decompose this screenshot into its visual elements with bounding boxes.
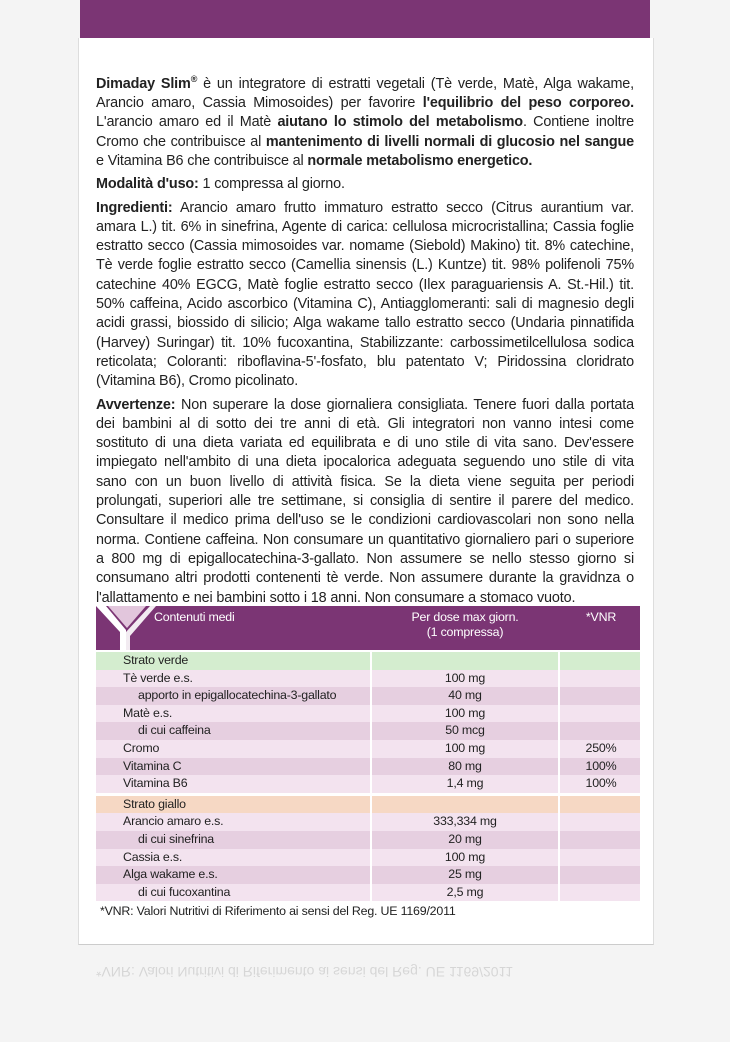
table-row — [96, 813, 640, 831]
intro-text-4: e Vitamina B6 che contribuisce al — [96, 152, 308, 169]
table-row — [96, 884, 640, 902]
header-dose — [372, 610, 558, 640]
column-divider — [558, 831, 560, 849]
warnings-text: Non superare la dose giornaliera consigliata. Tenere fuori dalla portata dei bambini al di sotto dei tre anni di età. Gli integratori non vanno intesi come sostituto di una dieta variata ed equilibrata e di uno stile di vita sano. Dev'essere impiegato nell'ambito di una dieta ipocalorica adeguata seguendo uno stile di vita sano con un buon livello di attività fisica. Se la dieta viene seguita per periodi prolungati, superiori alle tre settimane, si consiglia di sentire il parere del medico. Consultare il medico prima dell'uso se le condizioni cardiovascolari non sono nella norma. Contiene caffeina. Non consumare un quantitativo giornaliero pari o superiore a 800 mg di epigallocatechina-3-gallato. Non assumere se nello stesso giorno si consumano altri prodotti contenenti tè verde. Non assumere durante la gravidnza o l'allattamento e nei bambini sotto i 18 anni. Non consumare a stomaco vuoto. — [96, 396, 634, 606]
row-dose: 20 mg — [448, 831, 482, 846]
row-name: Strato giallo — [123, 796, 186, 811]
column-divider — [558, 796, 560, 814]
row-dose: 100 mg — [444, 740, 486, 755]
header-vnr: *VNR — [585, 610, 617, 624]
row-dose: 1,4 mg — [446, 776, 484, 791]
nutrition-table-header — [96, 606, 640, 650]
warnings-paragraph — [96, 396, 634, 608]
top-purple-band — [80, 0, 650, 38]
intro-bold-1: l'equilibrio del peso corporeo. — [422, 95, 634, 112]
surface-reflection — [96, 944, 634, 1042]
nutrition-table-body — [96, 652, 640, 901]
intro-bold-2: aiutano lo stimolo del metabolismo — [277, 114, 523, 131]
row-dose: 100 mg — [444, 670, 486, 685]
row-name: Matè e.s. — [123, 705, 173, 720]
header-dose-line2: (1 compressa) — [426, 625, 504, 639]
intro-bold-3: mantenimento di livelli normali di glucosio nel sangue — [265, 133, 634, 150]
table-row — [96, 670, 640, 688]
intro-text-3: . Contiene inoltre Cromo che contribuisce al — [96, 114, 634, 150]
row-dose: 2,5 mg — [446, 884, 484, 899]
row-name: di cui caffeina — [138, 723, 211, 738]
row-dose: 80 mg — [448, 758, 482, 773]
row-name: Vitamina C — [123, 758, 182, 773]
column-divider — [558, 740, 560, 758]
row-name: Cassia e.s. — [123, 849, 183, 864]
brand-name: Dimaday Slim — [96, 75, 191, 92]
table-row — [96, 705, 640, 723]
column-divider — [558, 687, 560, 705]
table-row — [96, 866, 640, 884]
warnings-label: Avvertenze: — [96, 396, 176, 413]
table-row — [96, 849, 640, 867]
table-row — [96, 687, 640, 705]
reflection-text: *VNR: Valori Nutritivi di Riferimento ai sensi del Reg. UE 1169/2011 — [96, 964, 514, 980]
row-name: Strato verde — [123, 653, 189, 667]
column-divider — [558, 775, 560, 793]
ingredients-label: Ingredienti: — [96, 199, 173, 216]
header-dose-line1: Per dose max giorn. — [411, 610, 519, 624]
table-section-row — [96, 652, 640, 670]
row-vnr: 250% — [585, 740, 617, 755]
column-divider — [558, 849, 560, 867]
row-dose: 100 mg — [444, 705, 486, 720]
row-name: Arancio amaro e.s. — [123, 814, 224, 829]
usage-label: Modalità d'uso: — [96, 176, 199, 193]
y-logo-icon — [96, 606, 156, 650]
row-vnr: 100% — [585, 758, 617, 773]
table-row — [96, 722, 640, 740]
column-divider — [370, 652, 372, 670]
usage-text: 1 compressa al giorno. — [198, 176, 345, 193]
table-row — [96, 758, 640, 776]
column-divider — [558, 652, 560, 670]
registered-mark: ® — [190, 74, 198, 84]
row-dose: 50 mcg — [445, 723, 485, 738]
intro-text-2: L'arancio amaro ed il Matè — [96, 114, 278, 131]
intro-paragraph — [96, 70, 634, 171]
table-section-row — [96, 796, 640, 814]
column-divider — [558, 813, 560, 831]
row-name: Vitamina B6 — [123, 776, 188, 791]
nutrition-table — [96, 606, 640, 901]
column-divider — [558, 758, 560, 776]
row-vnr: 100% — [585, 776, 617, 791]
row-dose: 100 mg — [444, 849, 486, 864]
column-divider — [370, 796, 372, 814]
row-name: di cui fucoxantina — [138, 884, 231, 899]
ingredients-paragraph — [96, 199, 634, 392]
row-name: apporto in epigallocatechina-3-gallato — [138, 688, 337, 703]
intro-text-1: è un integratore di estratti vegetali (Tè verde, Matè, Alga wakame, Arancio amaro, Cassia Mimosoides) per favorire — [96, 75, 635, 112]
table-row — [96, 775, 640, 793]
table-row — [96, 831, 640, 849]
intro-bold-4: normale metabolismo energetico. — [307, 152, 533, 169]
column-divider — [558, 884, 560, 902]
column-divider — [558, 705, 560, 723]
table-row — [96, 740, 640, 758]
row-name: Cromo — [123, 740, 160, 755]
label-text — [96, 70, 634, 612]
column-divider — [558, 866, 560, 884]
column-divider — [558, 670, 560, 688]
row-dose: 40 mg — [448, 688, 482, 703]
vnr-footnote: *VNR: Valori Nutritivi di Riferimento ai sensi del Reg. UE 1169/2011 — [100, 904, 456, 918]
column-divider — [558, 722, 560, 740]
row-dose: 333,334 mg — [433, 814, 497, 829]
row-name: Alga wakame e.s. — [123, 867, 218, 882]
row-name: di cui sinefrina — [138, 831, 215, 846]
row-name: Tè verde e.s. — [123, 670, 193, 685]
usage-paragraph — [96, 175, 634, 194]
ingredients-text: Arancio amaro frutto immaturo estratto secco (Citrus aurantium var. amara L.) tit. 6% in sinefrina, Agente di carica: cellulosa microcristallina; Cassia foglie estratto secco (Cassia mimosoides var. nomame (Siebold) Makino) tit. 8% catechine, Tè verde foglie estratto secco (Camellia sinensis (L.) Kuntze) tit. 98% polifenoli 75% catechine 40% EGCG, Matè foglie estratto secco (Ilex paraguariensis A. St.-Hil.) tit. 50% caffeina, Acido ascorbico (Vitamina C), Antiagglomeranti: sali di magnesio degli acidi grassi, biossido di silicio; Alga wakame tallo estratto secco (Undaria pinnatifida (Harvey) Suringar) tit. 10% fucoxantina, Stabilizzante: carbossimetilcellulosa sodica reticolata; Coloranti: riboflavina-5'-fosfato, blu patentato V; Piridossina cloridrato (Vitamina B6), Cromo picolinato. — [96, 199, 634, 390]
header-contents: Contenuti medi — [154, 610, 235, 624]
row-dose: 25 mg — [448, 867, 482, 882]
